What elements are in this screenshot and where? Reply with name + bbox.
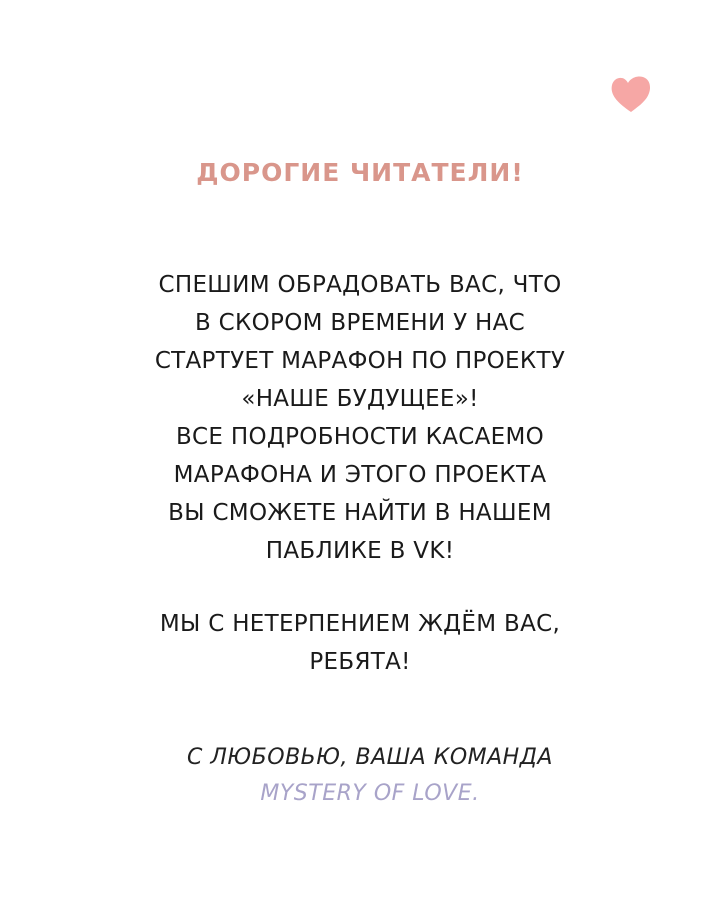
closing-line: МЫ С НЕТЕРПЕНИЕМ ЖДЁМ ВАС, (159, 611, 561, 637)
closing-line: РЕБЯТА! (309, 649, 411, 675)
body-line: СПЕШИМ ОБРАДОВАТЬ ВАС, ЧТО (158, 272, 562, 298)
body-line: ВСЕ ПОДРОБНОСТИ КАСАЕМО (175, 424, 545, 450)
signature-block (0, 740, 720, 812)
team-name: MYSTERY OF LOVE. (260, 781, 480, 806)
body-line: ВЫ СМОЖЕТЕ НАЙТИ В НАШЕМ (168, 500, 552, 526)
announcement-body (0, 266, 720, 570)
letter-title: ДОРОГИЕ ЧИТАТЕЛИ! (196, 158, 524, 187)
body-line: МАРАФОНА И ЭТОГО ПРОЕКТА (173, 462, 547, 488)
body-line: «НАШЕ БУДУЩЕЕ»! (241, 386, 479, 412)
signature-line: С ЛЮБОВЬЮ, ВАША КОМАНДА (187, 745, 553, 770)
body-line: СТАРТУЕТ МАРАФОН ПО ПРОЕКТУ (154, 348, 566, 374)
heart-icon (606, 70, 656, 120)
body-line: ПАБЛИКЕ В VK! (265, 538, 455, 564)
closing-message (0, 605, 720, 681)
body-line: В СКОРОМ ВРЕМЕНИ У НАС (194, 310, 526, 336)
